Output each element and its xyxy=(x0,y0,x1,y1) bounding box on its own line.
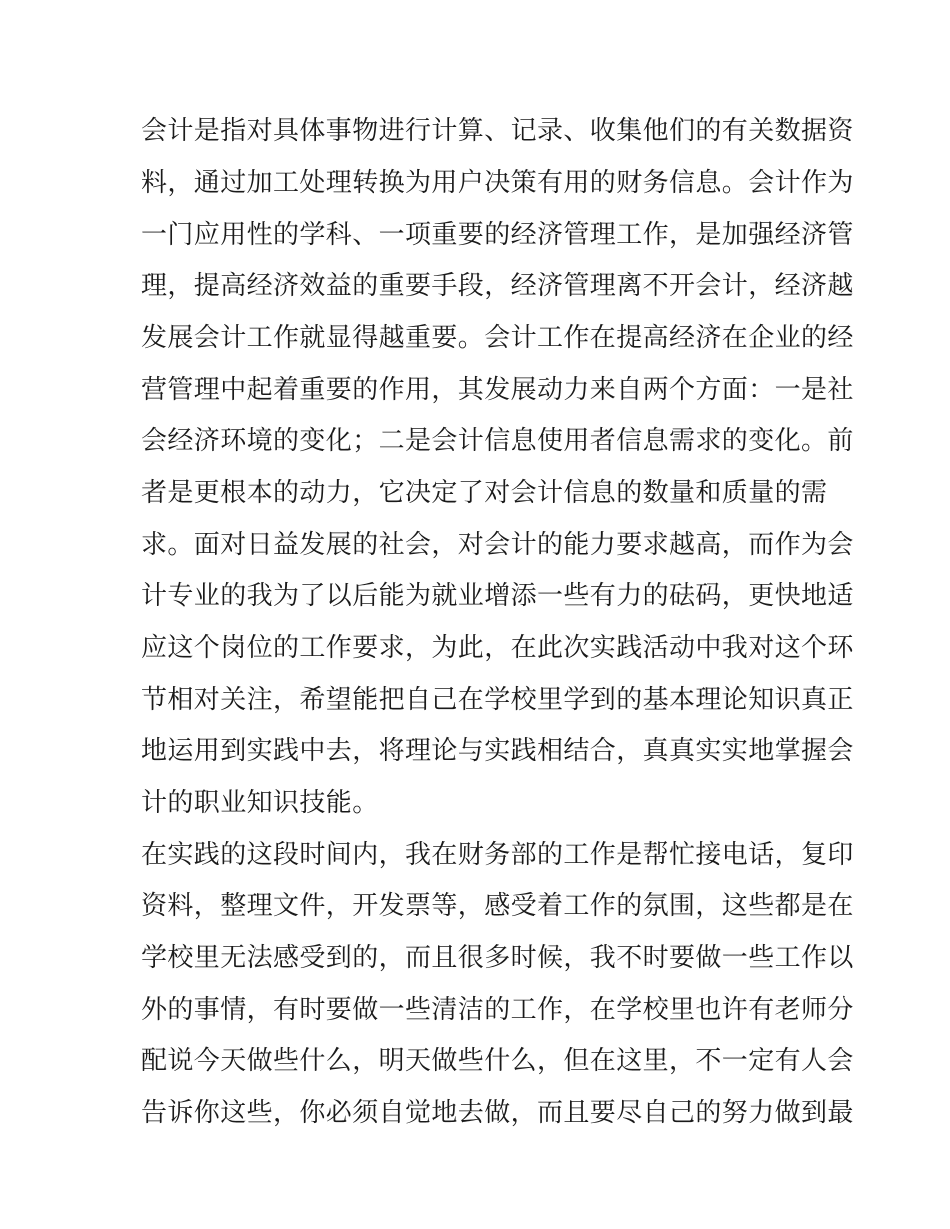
text-line: 在实践的这段时间内，我在财务部的工作是帮忙接电话，复印 xyxy=(141,840,854,870)
text-line: 营管理中起着重要的作用，其发展动力来自两个方面：一是社 xyxy=(141,375,854,405)
text-line: 学校里无法感受到的，而且很多时候，我不时要做一些工作以 xyxy=(141,943,854,973)
text-line: 计专业的我为了以后能为就业增添一些有力的砝码，更快地适 xyxy=(141,581,854,611)
text-line: 者是更根本的动力，它决定了对会计信息的数量和质量的需 xyxy=(141,478,828,508)
text-line: 会计是指对具体事物进行计算、记录、收集他们的有关数据资 xyxy=(141,116,854,146)
text-line: 告诉你这些，你必须自觉地去做，而且要尽自己的努力做到最 xyxy=(141,1098,854,1128)
text-line: 料，通过加工处理转换为用户决策有用的财务信息。会计作为 xyxy=(141,168,854,198)
text-line: 一门应用性的学科、一项重要的经济管理工作，是加强经济管 xyxy=(141,220,854,250)
text-line: 求。面对日益发展的社会，对会计的能力要求越高，而作为会 xyxy=(141,530,854,560)
text-line: 配说今天做些什么，明天做些什么，但在这里，不一定有人会 xyxy=(141,1046,854,1076)
text-line: 节相对关注，希望能把自己在学校里学到的基本理论知识真正 xyxy=(141,685,854,715)
text-line: 计的职业知识技能。 xyxy=(141,788,379,818)
text-line: 外的事情，有时要做一些清洁的工作，在学校里也许有老师分 xyxy=(141,995,854,1025)
text-line: 地运用到实践中去，将理论与实践相结合，真真实实地掌握会 xyxy=(141,736,854,766)
text-line: 理，提高经济效益的重要手段，经济管理离不开会计，经济越 xyxy=(141,271,854,301)
text-line: 会经济环境的变化；二是会计信息使用者信息需求的变化。前 xyxy=(141,426,854,456)
text-line: 资料，整理文件，开发票等，感受着工作的氛围，这些都是在 xyxy=(141,891,854,921)
text-line: 发展会计工作就显得越重要。会计工作在提高经济在企业的经 xyxy=(141,323,854,353)
text-line: 应这个岗位的工作要求，为此，在此次实践活动中我对这个环 xyxy=(141,633,854,663)
